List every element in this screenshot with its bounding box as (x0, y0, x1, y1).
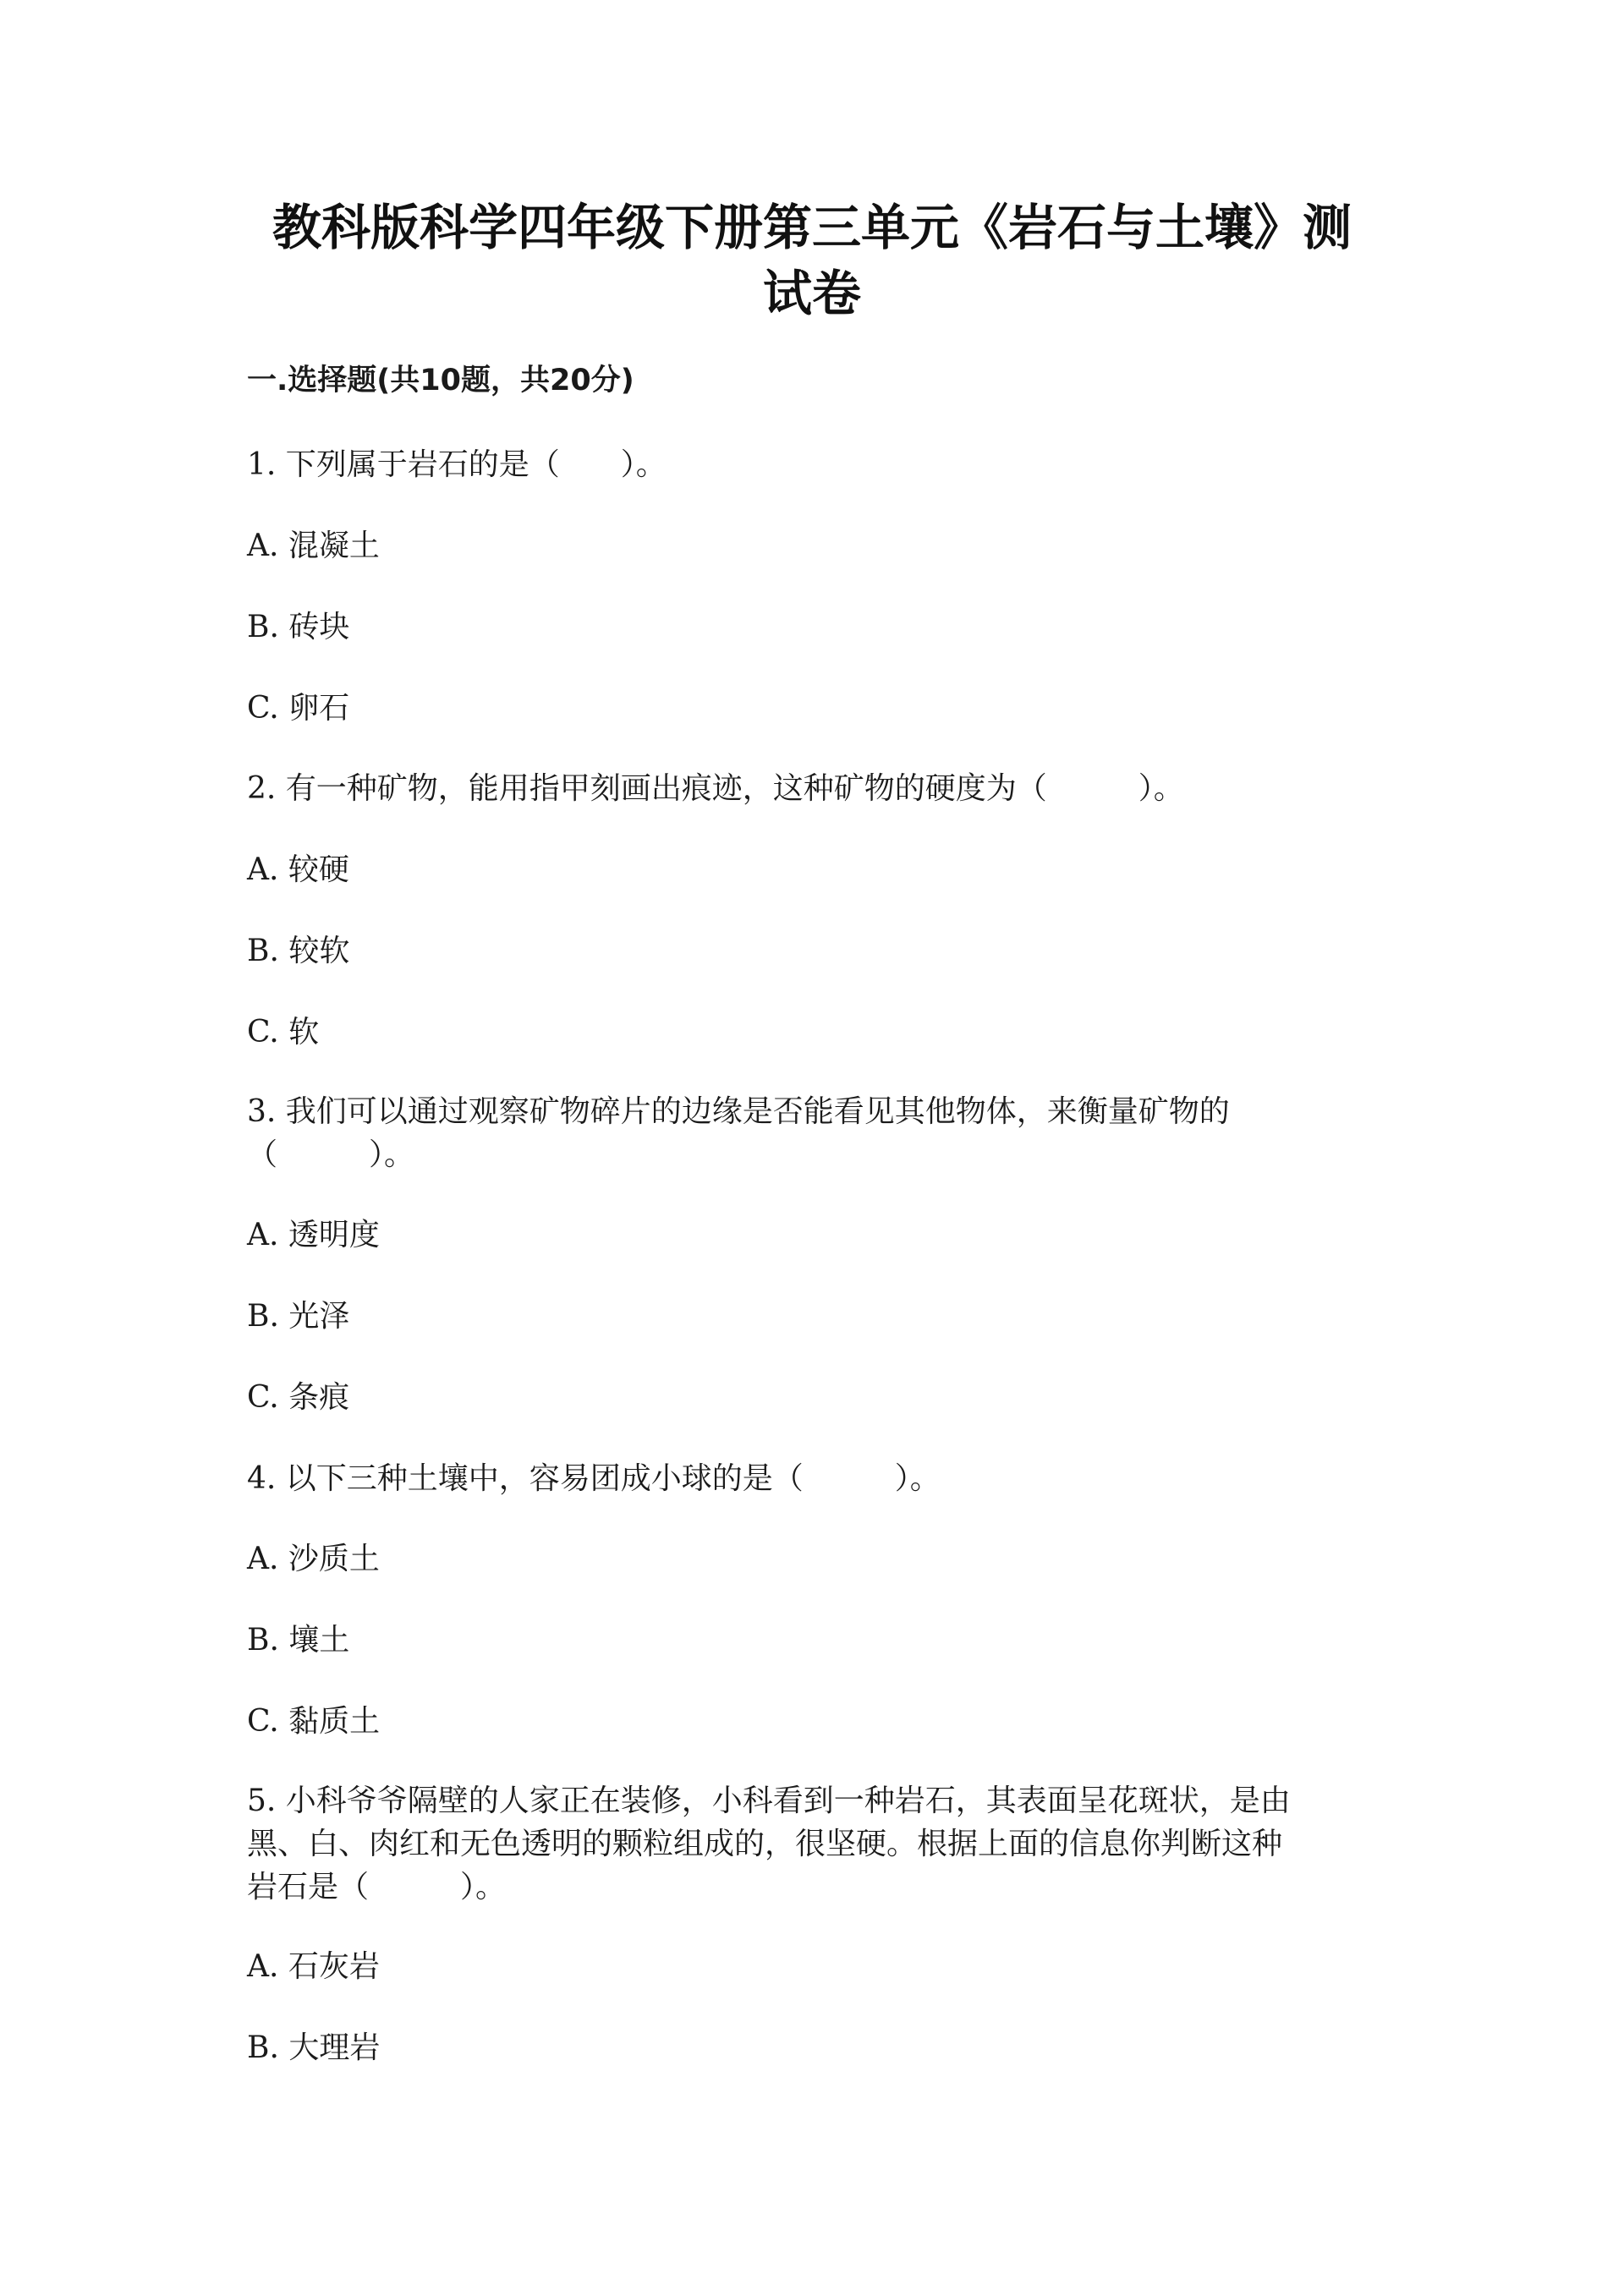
question-5-option-a: A. 石灰岩 (247, 1949, 380, 1984)
question-5-option-b: B. 大理岩 (247, 2030, 381, 2065)
question-2-option-c: C. 软 (247, 1015, 320, 1049)
question-1-option-a: A. 混凝土 (247, 529, 380, 563)
question-4-option-b: B. 壤土 (247, 1623, 350, 1658)
question-3-option-c: C. 条痕 (247, 1380, 350, 1415)
question-1-option-c: C. 卵石 (247, 691, 350, 726)
question-4-stem: 4. 以下三种土壤中，容易团成小球的是（ ）。 (247, 1461, 941, 1496)
question-3-option-b: B. 光泽 (247, 1299, 350, 1334)
question-3-stem-line-2: （ ）。 (247, 1137, 415, 1172)
question-1-option-b: B. 砖块 (247, 610, 350, 644)
question-5-stem-line-2: 黑、白、肉红和无色透明的颗粒组成的，很坚硬。根据上面的信息你判断这种 (247, 1827, 1283, 1861)
section-heading: 一.选择题(共10题，共20分) (247, 364, 634, 397)
question-3-stem-line-1: 3. 我们可以通过观察矿物碎片的边缘是否能看见其他物体，来衡量矿物的 (247, 1094, 1230, 1129)
question-4-option-a: A. 沙质土 (247, 1542, 380, 1576)
question-2-option-a: A. 较硬 (247, 852, 349, 887)
question-5-stem-line-3: 岩石是（ ）。 (247, 1870, 507, 1904)
question-2-option-b: B. 较软 (247, 934, 350, 968)
question-2-stem: 2. 有一种矿物，能用指甲刻画出痕迹，这种矿物的硬度为（ ）。 (247, 771, 1184, 806)
question-1-stem: 1. 下列属于岩石的是（ ）。 (247, 447, 667, 482)
exam-title-line-1: 教科版科学四年级下册第三单元《岩石与土壤》测 (272, 199, 1352, 256)
question-4-option-c: C. 黏质土 (247, 1704, 381, 1739)
question-3-option-a: A. 透明度 (247, 1218, 380, 1252)
exam-title-line-2: 试卷 (762, 265, 861, 322)
question-5-stem-line-1: 5. 小科爷爷隔壁的人家正在装修，小科看到一种岩石，其表面呈花斑状，是由 (247, 1784, 1291, 1818)
